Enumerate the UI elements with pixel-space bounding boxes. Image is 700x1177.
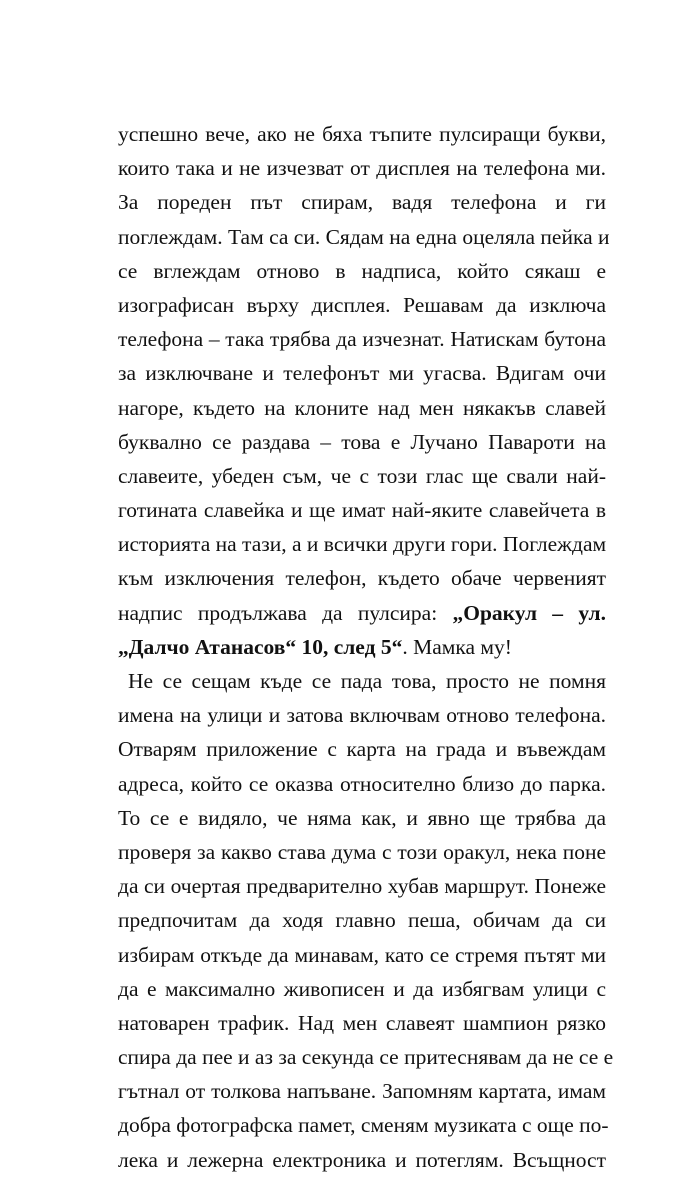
text-segment: предпочитам да ходя главно пеша, обичам да си [118,908,606,933]
text-line [118,151,606,185]
text-line [118,972,606,1006]
text-line [118,1006,606,1040]
text-line [118,391,606,425]
text-segment: добра фотографска памет, сменям музиката с още по- [118,1113,609,1138]
text-segment: надпис продължава да пулсира: [118,600,453,625]
text-line [118,527,606,561]
text-segment: за изключване и телефонът ми угасва. Вдигам очи [118,361,606,386]
text-line [118,903,606,937]
text-line [118,630,606,664]
text-line [118,1108,609,1142]
text-line [118,698,606,732]
text-line [118,322,606,356]
paragraph [118,117,610,664]
text-segment: . Мамка му! [402,634,512,659]
text-line [118,732,606,766]
text-line [118,869,606,903]
bold-text: „Далчо Атанасов“ 10, след 5“ [118,634,403,659]
text-segment: се вглеждам отново в надписа, който сякаш е [118,258,606,283]
paragraph [118,664,614,1177]
text-segment: адреса, който се оказва относително близо до парка. [118,771,606,796]
text-line [118,254,606,288]
text-segment: да си очертая предварително хубав маршрут. Понеже [118,874,606,899]
text-line [118,459,606,493]
text-segment: лека и лежерна електроника и потеглям. Всъщност [118,1147,606,1172]
body-text [118,117,614,1177]
text-segment: славеите, убеден съм, че с този глас ще свали най- [118,463,606,488]
text-line [118,185,606,219]
bold-text: „Оракул – ул. [452,600,606,625]
text-segment: проверя за какво става дума с този оракул, нека поне [118,839,606,864]
text-line [118,493,606,527]
text-line [118,835,606,869]
text-segment: изографисан върху дисплея. Решавам да изключа [118,292,606,317]
text-segment: То се е видяло, че няма как, и явно ще трябва да [118,805,606,830]
text-line [118,356,606,390]
text-line [118,288,606,322]
text-segment: имена на улици и затова включвам отново телефона. [118,703,606,728]
text-segment: да е максимално живописен и да избягвам улици с [118,976,606,1001]
text-segment: към изключения телефон, където обаче червеният [118,566,606,591]
text-line [118,767,606,801]
text-segment: гътнал от толкова напъване. Запомням картата, имам [118,1079,606,1104]
text-segment: натоварен трафик. Над мен славеят шампион рязко [118,1010,606,1035]
text-line [118,425,606,459]
text-line [118,117,606,151]
text-segment: които така и не изчезват от дисплея на телефона ми. [118,156,606,181]
text-segment: Не се сещам къде се пада това, просто не помня [128,669,606,693]
text-segment: успешно вече, ако не бяха тъпите пулсиращи букви, [118,122,606,146]
text-segment: поглеждам. Там са си. Сядам на една оцеляла пейка и [118,224,610,249]
text-segment: спира да пее и аз за секунда се притеснявам да не се е [118,1045,614,1070]
text-segment: нагоре, където на клоните над мен някакъв славей [118,395,606,420]
text-segment: историята на тази, а и всички други гори. Поглеждам [118,532,607,557]
text-line [118,596,606,630]
text-line [118,1074,606,1108]
text-line [118,1040,614,1074]
text-line [118,1143,606,1177]
text-line [118,561,606,595]
text-line [118,664,606,698]
text-segment: готината славейка и ще имат най-яките славейчета в [118,498,606,523]
text-segment: Отварям приложение с карта на града и въвеждам [118,737,606,762]
text-line [118,801,606,835]
text-segment: буквално се раздава – това е Лучано Павароти на [118,429,606,454]
text-line [118,938,606,972]
text-segment: избирам откъде да минавам, като се стремя пътят ми [118,942,606,967]
text-segment: За пореден път спирам, вадя телефона и ги [118,190,606,215]
text-line [118,220,610,254]
text-segment: телефона – така трябва да изчезнат. Натискам бутона [118,327,606,352]
